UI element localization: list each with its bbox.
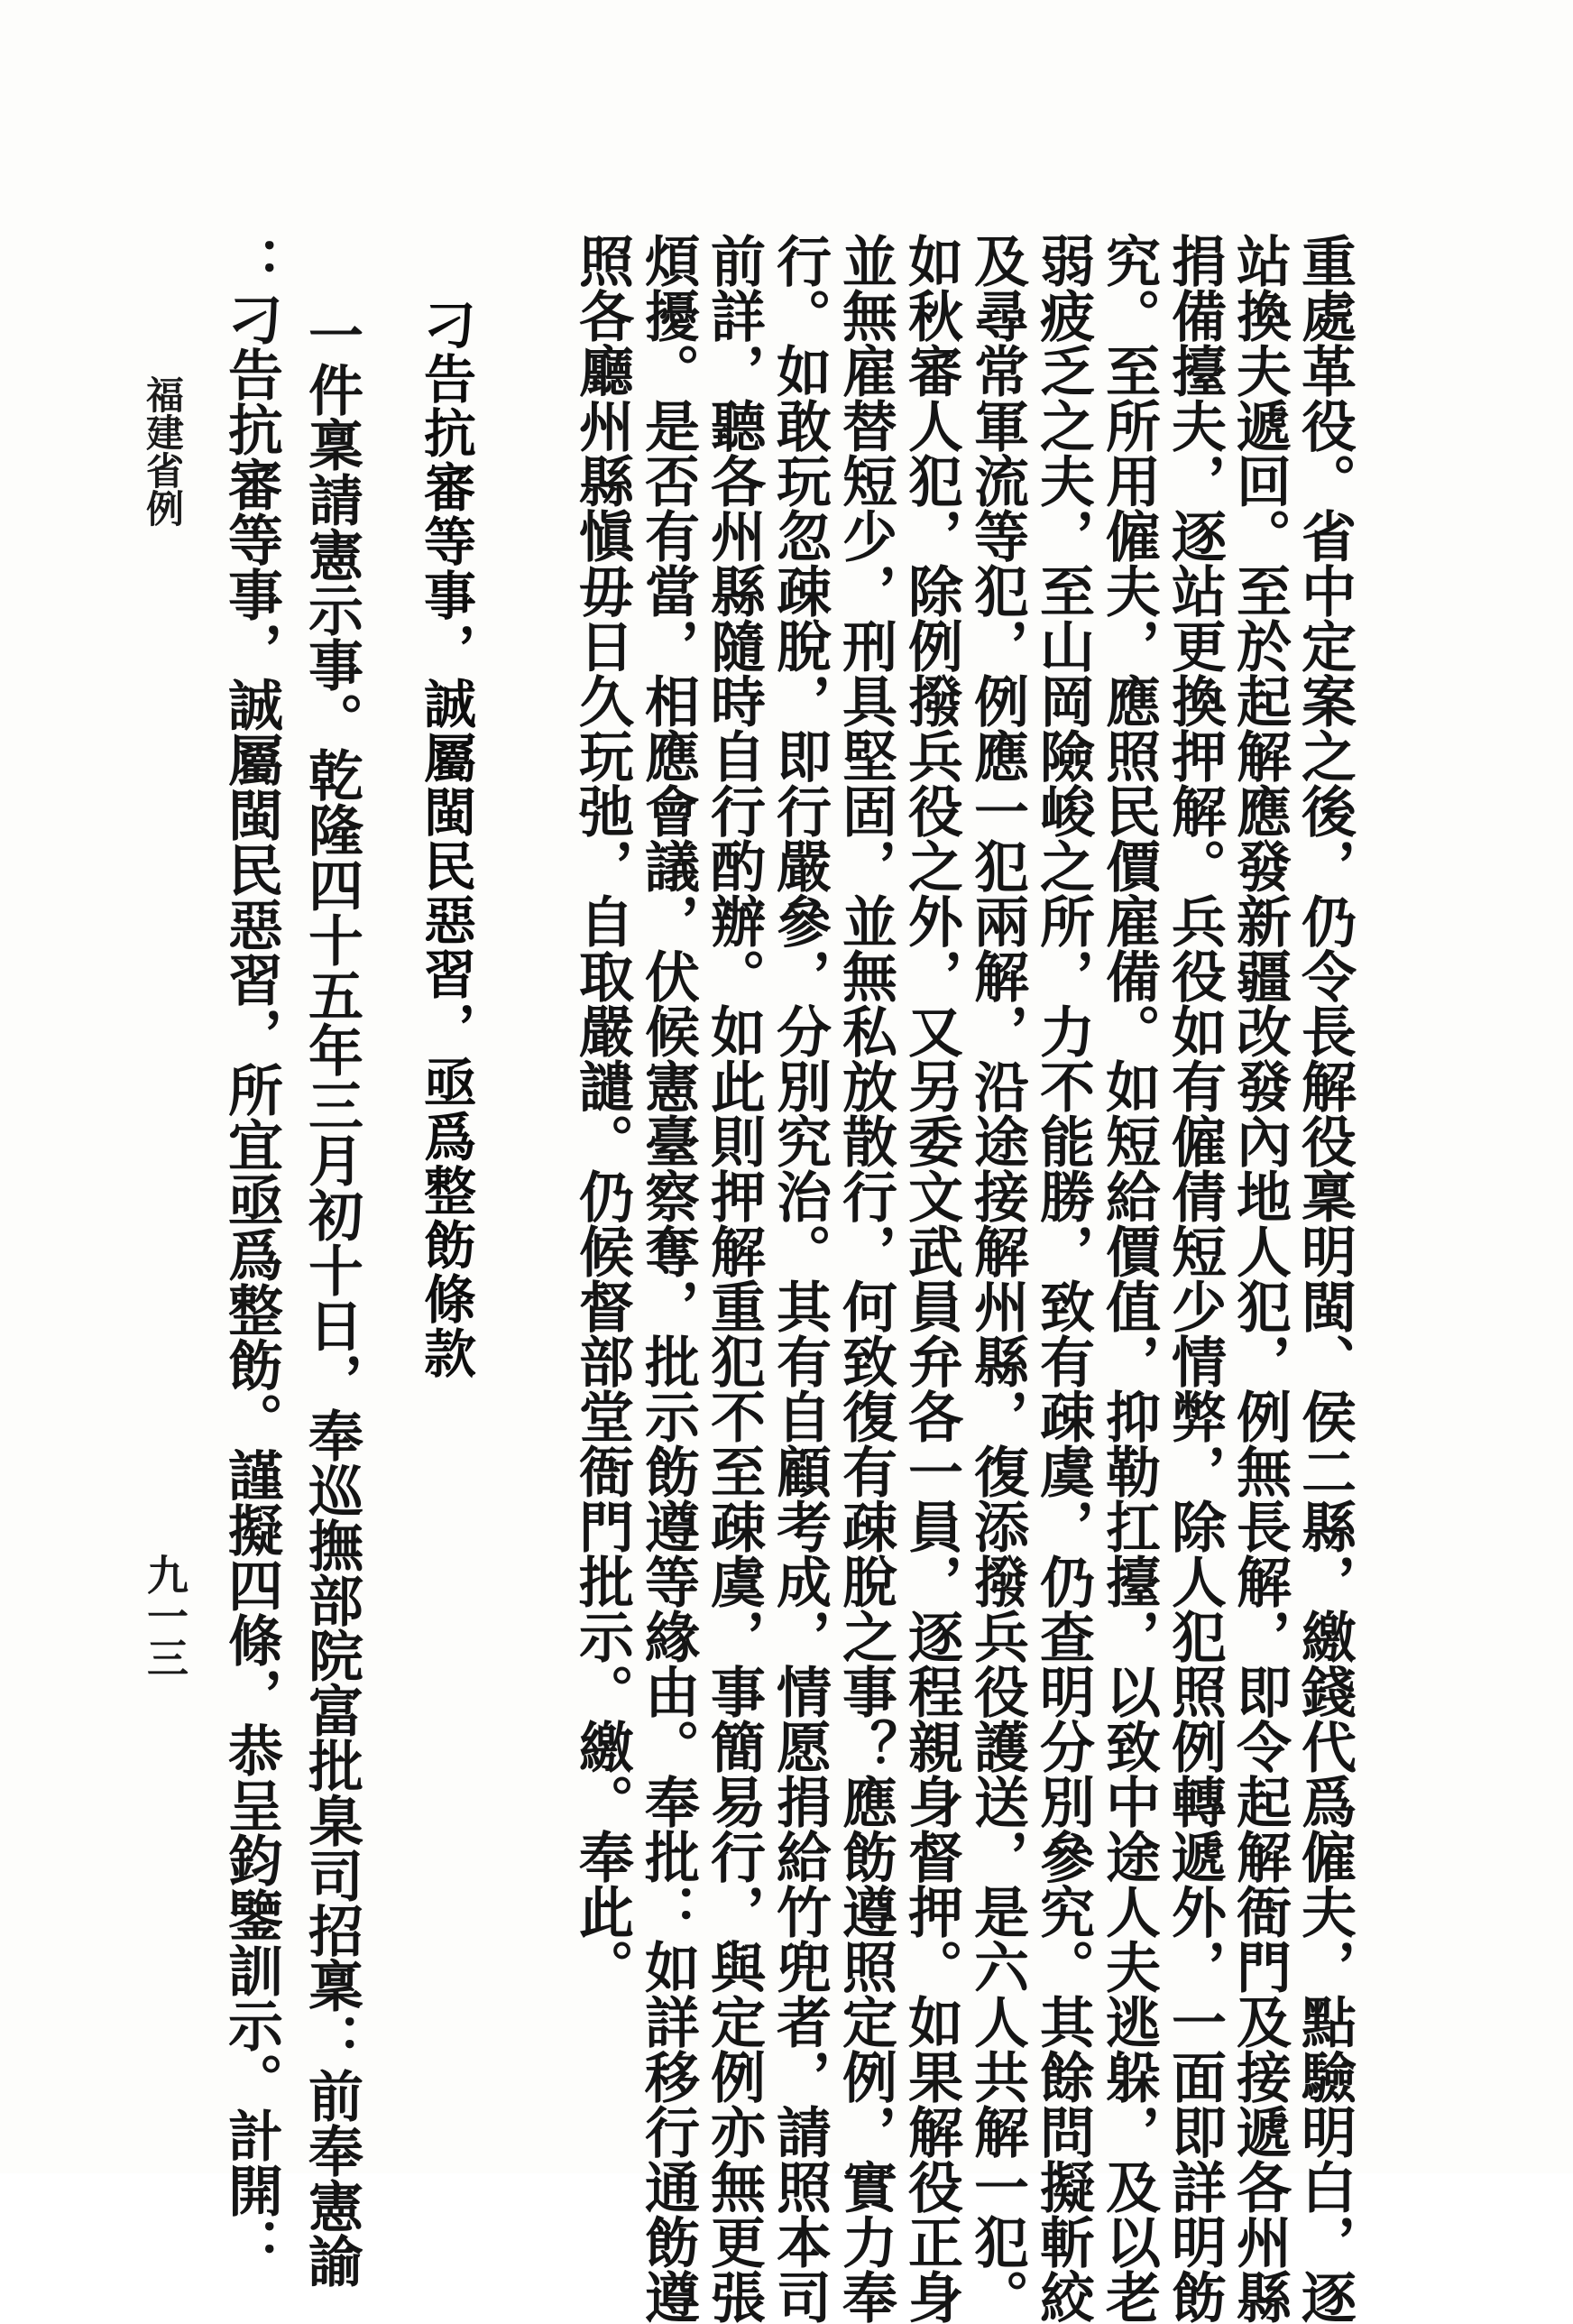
text-column-4: 究。至所用僱夫，應照民價雇備。如短給價值，抑勒扛擡，以致中途人夫逃躲，及以老 bbox=[1097, 233, 1161, 2324]
text-column-11: 煩擾。是否有當，相應會議，伏候憲臺察奪，批示飭遵等緣由。奉批：如詳移行通飭遵 bbox=[636, 233, 700, 2324]
text-column-12: 照各廳州縣愼毋日久玩弛，自取嚴譴。仍候督部堂衙門批示。繳。奉此。 bbox=[570, 233, 634, 1994]
text-column-3: 捐備擡夫，逐站更換押解。兵役如有僱倩短少情弊，除人犯照例轉遞外，一面即詳明飭 bbox=[1163, 233, 1227, 2324]
text-column-2: 站換夫遞回。至於起解應發新疆改發內地人犯，例無長解，即令起解衙門及接遞各州縣 bbox=[1228, 233, 1292, 2324]
section-text-column-1: 一件稟請憲示事。乾隆四十五年三月初十日，奉巡撫部院富批臬司招稟：前奉憲諭 bbox=[299, 307, 363, 2288]
book-title: 福建省例 bbox=[141, 375, 185, 527]
section-heading: 刁告抗審等事，誠屬閩民惡習，亟爲整飭條款 bbox=[415, 298, 476, 1380]
text-column-9: 行。如敢玩忽疎脫，即行嚴參，分別究治。其有自顧考成，情愿捐給竹兜者，請照本司 bbox=[768, 233, 832, 2324]
text-column-1: 重處革役。省中定案之後，仍令長解役稟明閩、侯二縣，繳錢代爲僱夫，點驗明白，逐 bbox=[1292, 233, 1357, 2324]
text-column-7: 如秋審人犯，除例撥兵役之外，又另委文武員弁各一員，逐程親身督押。如果解役正身 bbox=[899, 233, 963, 2324]
text-column-8: 並無雇替短少，刑具堅固，並無私放散行，何致復有疎脫之事？應飭遵照定例，實力奉 bbox=[833, 233, 897, 2324]
section-text-column-2: ：刁告抗審等事，誠屬閩民惡習，所宜亟爲整飭。謹擬四條，恭呈鈞鑒訓示。計開： bbox=[219, 236, 283, 2273]
text-column-10: 前詳，聽各州縣隨時自行酌辦。如此則押解重犯不至疎虞，事簡易行，與定例亦無更張 bbox=[702, 233, 766, 2324]
text-column-5: 弱疲乏之夫，至山岡險峻之所，力不能勝，致有疎虞，仍查明分別參究。其餘問擬斬絞 bbox=[1031, 233, 1095, 2324]
text-column-6: 及尋常軍流等犯，例應一犯兩解，沿途接解州縣，復添撥兵役護送，是六人共解一犯。 bbox=[965, 233, 1029, 2324]
page-number: 九一三 bbox=[141, 1554, 189, 1678]
